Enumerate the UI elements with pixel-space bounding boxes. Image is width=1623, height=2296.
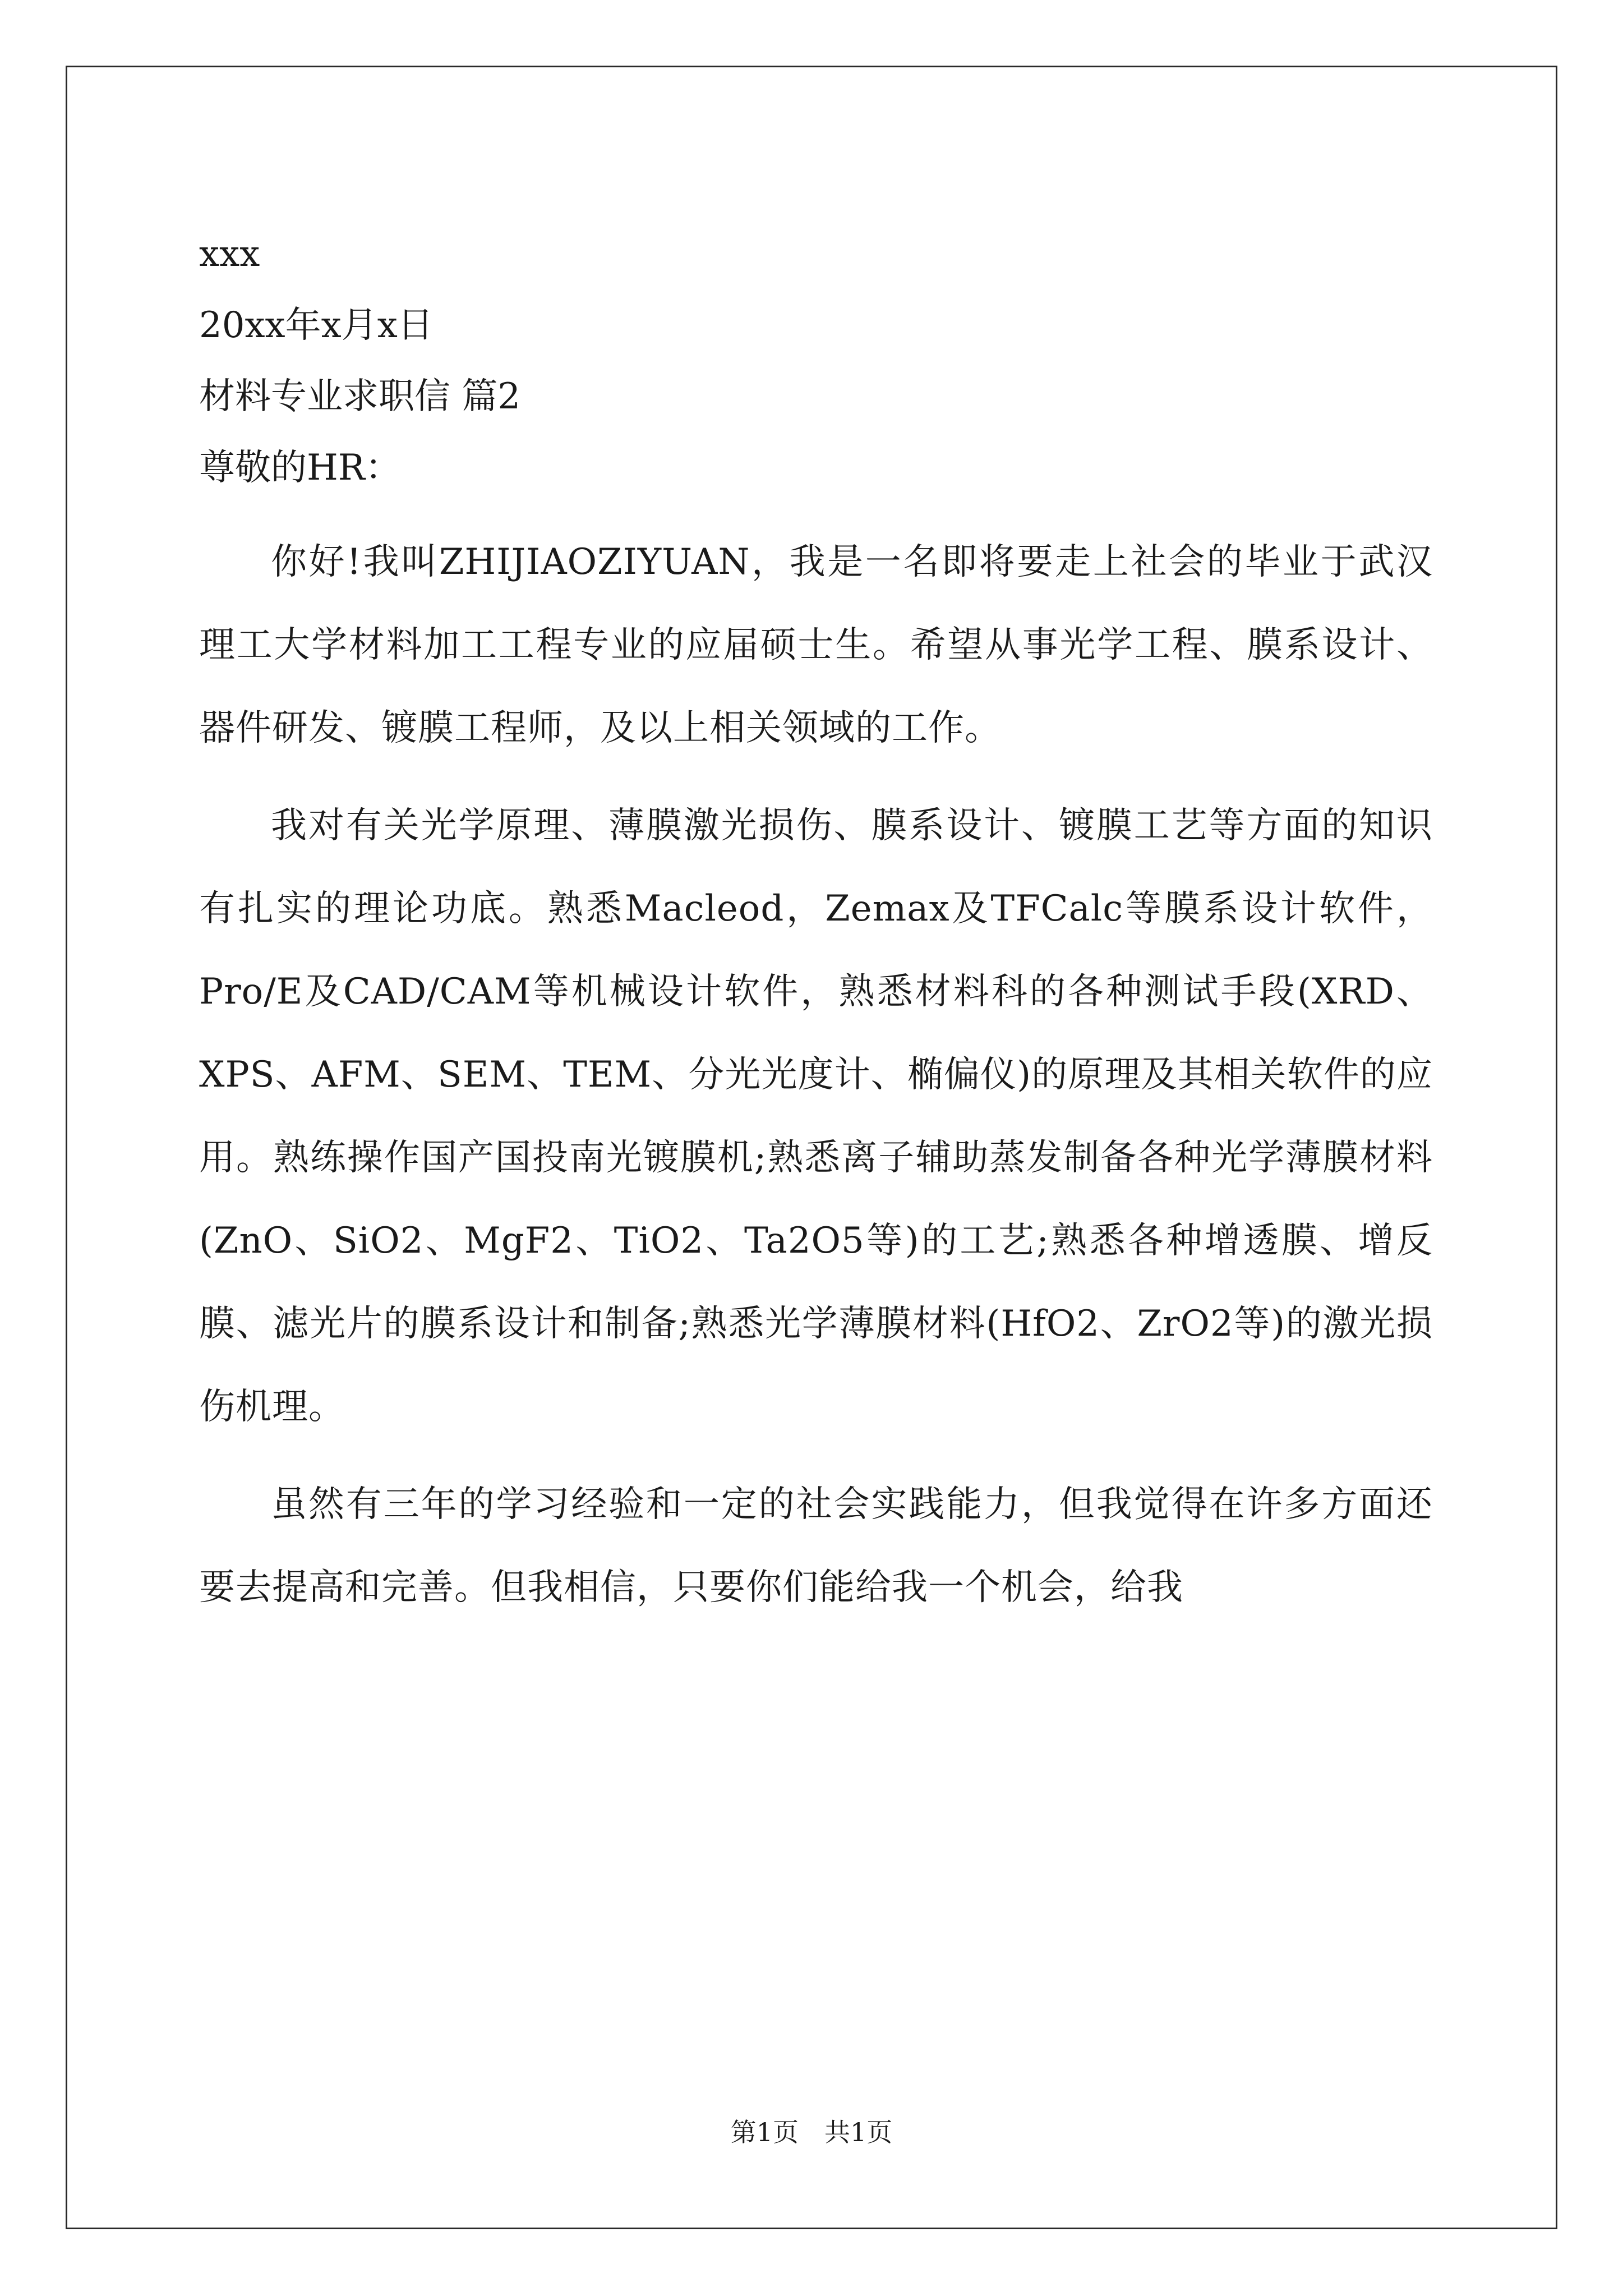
letter-title: 材料专业求职信 篇2 bbox=[199, 376, 521, 417]
paragraph-intro: 你好!我叫ZHIJIAOZIYUAN，我是一名即将要走上社会的毕业于武汉理工大学材料加工工程专业的应届硕士生。希望从事光学工程、膜系设计、器件研发、镀膜工程师，及以上相关领域的工作。 bbox=[199, 541, 1433, 749]
sender-name: xxx bbox=[199, 233, 260, 275]
letter-body bbox=[199, 219, 1433, 1629]
letter-date: 20xx年x月x日 bbox=[199, 305, 434, 346]
paragraph-skills: 我对有关光学原理、薄膜激光损伤、膜系设计、镀膜工艺等方面的知识有扎实的理论功底。熟悉Macleod，Zemax及TFCalc等膜系设计软件，Pro/E及CAD/CAM等机械设计软件，熟悉材料科的各种测试手段(XRD、XPS、AFM、SEM、TEM、分光光度计、椭偏仪)的原理及其相关软件的应用。熟练操作国产国投南光镀膜机;熟悉离子辅助蒸发制备各种光学薄膜材料(ZnO、SiO2、MgF2、TiO2、Ta2O5等)的工艺;熟悉各种增透膜、增反膜、滤光片的膜系设计和制备;熟悉光学薄膜材料(HfO2、ZrO2等)的激光损伤机理。 bbox=[199, 805, 1433, 1428]
salutation: 尊敬的HR： bbox=[199, 447, 401, 489]
page-footer: 第1页 共1页 bbox=[730, 2117, 893, 2147]
paragraph-closing: 虽然有三年的学习经验和一定的社会实践能力，但我觉得在许多方面还要去提高和完善。但我相信，只要你们能给我一个机会，给我 bbox=[199, 1484, 1433, 1608]
